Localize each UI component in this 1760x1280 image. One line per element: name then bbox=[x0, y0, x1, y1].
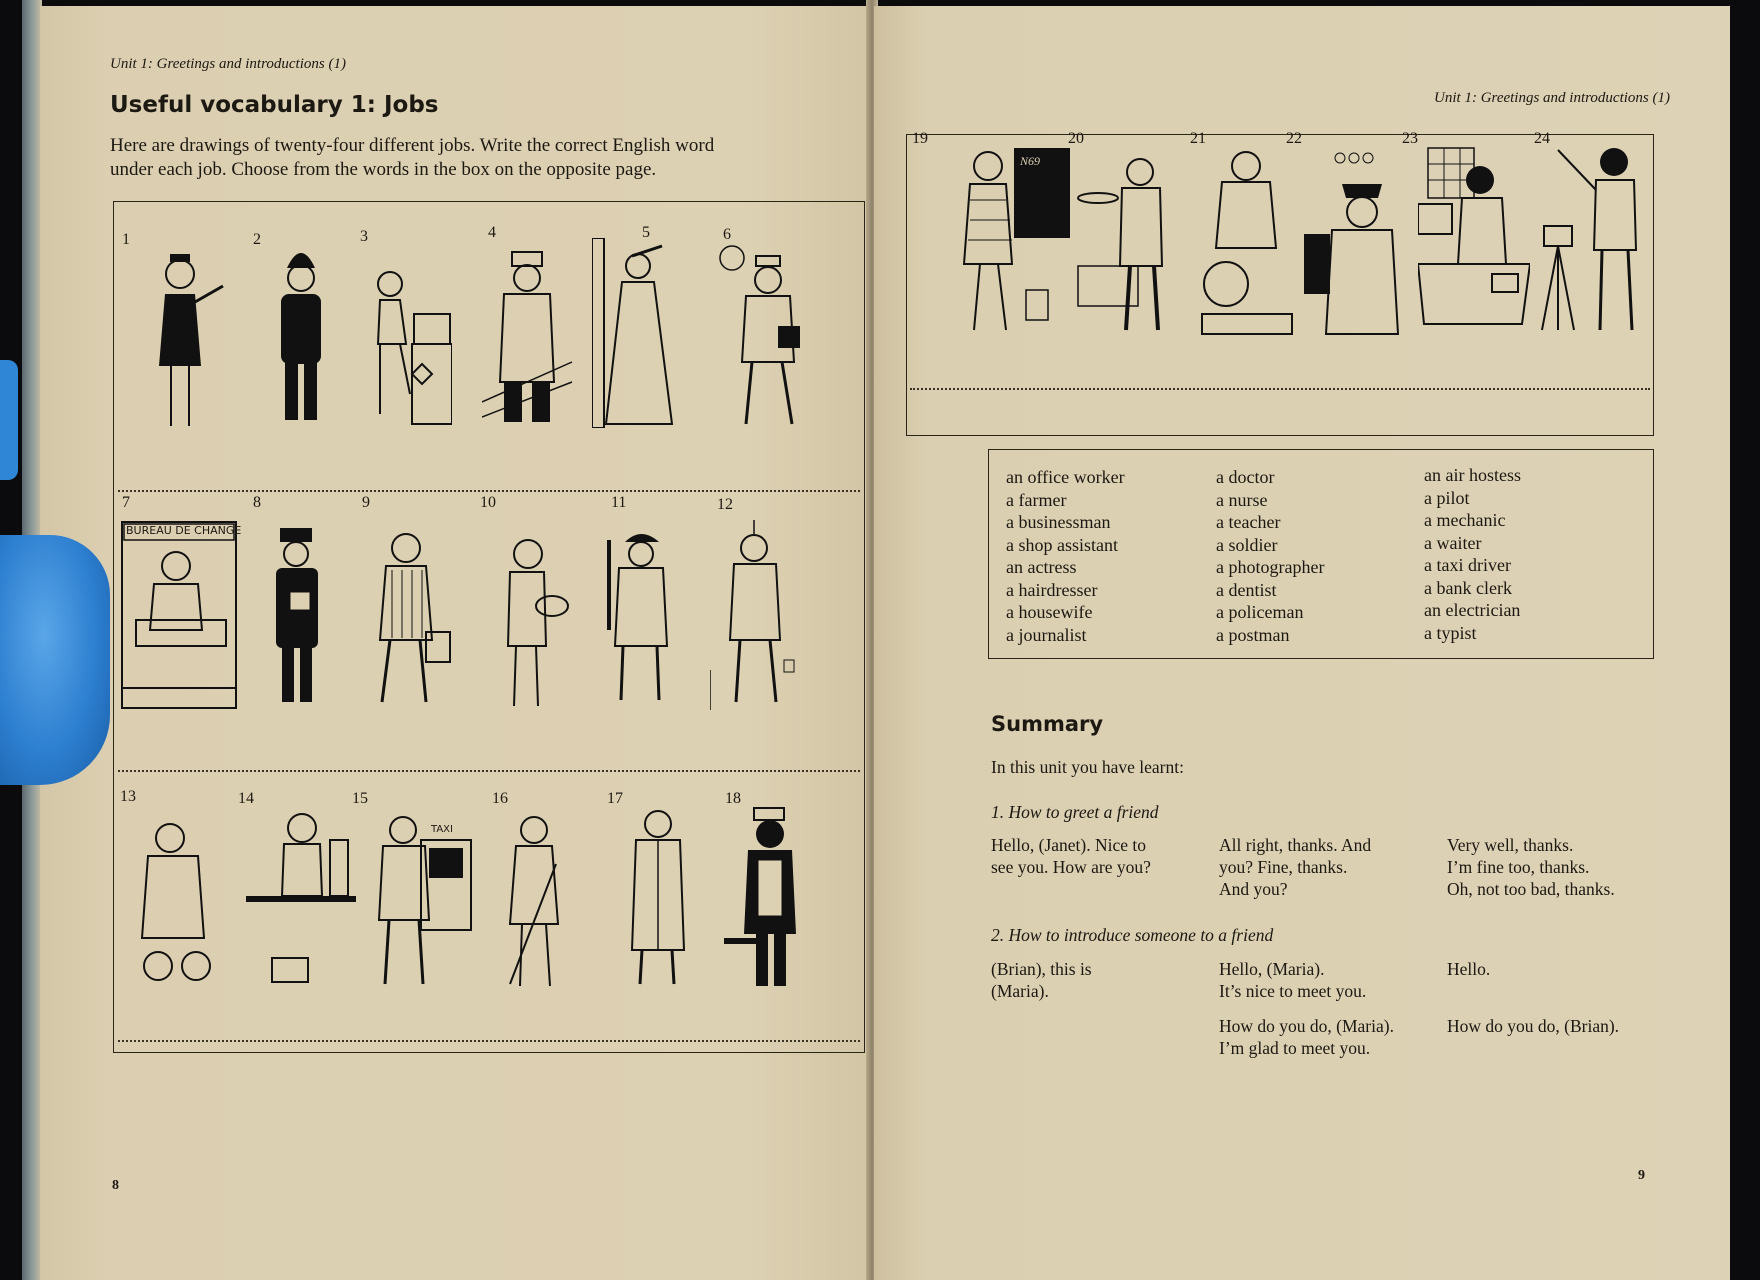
word-item: a waiter bbox=[1424, 532, 1482, 553]
picture-number: 8 bbox=[253, 494, 261, 511]
intro-phrase-d bbox=[1219, 1015, 1394, 1059]
illustration-mechanic bbox=[128, 798, 220, 988]
illustration-dentist bbox=[1192, 144, 1300, 340]
word-item: an air hostess bbox=[1424, 465, 1521, 485]
picture-number: 3 bbox=[360, 228, 368, 245]
word-item: a mechanic bbox=[1424, 510, 1506, 530]
word-item: a shop assistant bbox=[1006, 534, 1118, 555]
right-page bbox=[874, 6, 1730, 1280]
intro-phrase-c bbox=[1447, 958, 1490, 980]
answer-line-row-4 bbox=[910, 388, 1650, 390]
picture-number: 9 bbox=[362, 494, 370, 511]
taxi-sign: TAXI bbox=[431, 824, 453, 835]
picture-number: 20 bbox=[1068, 130, 1084, 147]
illustration-taxi-driver bbox=[365, 800, 475, 990]
word-item: a teacher bbox=[1216, 512, 1281, 532]
picture-number: 17 bbox=[607, 790, 623, 807]
phrase-line: I’m fine too, thanks. bbox=[1447, 857, 1590, 877]
picture-number: 19 bbox=[912, 130, 928, 147]
page-number-right: 9 bbox=[1638, 1168, 1645, 1183]
word-item: a doctor bbox=[1216, 467, 1275, 487]
left-page bbox=[40, 6, 872, 1280]
illustration-pilot bbox=[1302, 144, 1412, 340]
picture-number: 6 bbox=[723, 226, 731, 243]
intro-phrase-b bbox=[1219, 958, 1366, 1002]
intro-phrase-e bbox=[1447, 1015, 1619, 1037]
word-item: a typist bbox=[1424, 622, 1477, 643]
illustration-nurse bbox=[724, 804, 816, 994]
illustration-journalist bbox=[716, 242, 808, 432]
greeting-phrase-c bbox=[1447, 834, 1615, 900]
illustration-businessman bbox=[362, 520, 454, 710]
phrase-line: I’m glad to meet you. bbox=[1219, 1038, 1371, 1058]
phrase-line: Hello, (Janet). Nice to bbox=[991, 835, 1147, 855]
word-item: a hairdresser bbox=[1006, 579, 1098, 600]
illustration-photographer bbox=[1538, 140, 1648, 340]
illustration-farmer bbox=[482, 242, 574, 432]
word-item: a taxi driver bbox=[1424, 555, 1511, 575]
summary-heading: Summary bbox=[991, 712, 1104, 736]
picture-number: 2 bbox=[253, 231, 261, 248]
answer-line-row-3 bbox=[118, 1040, 860, 1042]
word-item: an electrician bbox=[1424, 600, 1521, 620]
answer-line-row-2 bbox=[118, 770, 860, 772]
phrase-line: How do you do, (Brian). bbox=[1447, 1016, 1620, 1036]
word-item: a postman bbox=[1216, 624, 1290, 645]
picture-number: 22 bbox=[1286, 130, 1302, 147]
picture-number: 16 bbox=[492, 790, 508, 807]
word-item: an office worker bbox=[1006, 467, 1125, 487]
picture-number: 10 bbox=[480, 494, 496, 511]
word-item: a policeman bbox=[1216, 602, 1304, 622]
illustration-hairdresser bbox=[480, 526, 572, 716]
bureau-de-change-sign: BUREAU DE CHANGE bbox=[126, 524, 242, 537]
illustration-air-hostess bbox=[135, 246, 227, 436]
picture-number: 7 bbox=[122, 494, 130, 511]
word-item: a housewife bbox=[1006, 602, 1093, 622]
illustration-soldier bbox=[595, 520, 687, 710]
glove-fingertip bbox=[0, 360, 18, 480]
blue-glove bbox=[0, 535, 110, 785]
phrase-line: Hello, (Maria). bbox=[1219, 959, 1325, 979]
picture-number: 15 bbox=[352, 790, 368, 807]
illustration-postman bbox=[250, 520, 342, 710]
illustration-shop-assistant bbox=[246, 800, 356, 990]
illustration-typist bbox=[360, 244, 452, 434]
word-item: a farmer bbox=[1006, 489, 1067, 510]
word-column-2 bbox=[1216, 466, 1324, 646]
word-item: a dentist bbox=[1216, 579, 1277, 600]
greeting-phrase-a bbox=[991, 834, 1151, 878]
phrase-line: Hello. bbox=[1447, 959, 1491, 979]
picture-number: 1 bbox=[122, 231, 130, 248]
phrase-line: Very well, thanks. bbox=[1447, 835, 1574, 855]
illustration-waiter bbox=[1074, 146, 1184, 336]
blackboard-text: N69 bbox=[1020, 154, 1041, 168]
page-title: Useful vocabulary 1: Jobs bbox=[110, 92, 439, 118]
picture-number: 14 bbox=[238, 790, 254, 807]
phrase-line: And you? bbox=[1219, 879, 1288, 899]
phrase-line: see you. How are you? bbox=[991, 857, 1151, 877]
word-item: an actress bbox=[1006, 557, 1077, 577]
answer-line-row-1 bbox=[118, 490, 860, 492]
phrase-line: (Maria). bbox=[991, 981, 1049, 1001]
illustration-teacher bbox=[954, 140, 1074, 336]
picture-number: 23 bbox=[1402, 130, 1418, 147]
word-item: a journalist bbox=[1006, 624, 1087, 645]
section-1-title: 1. How to greet a friend bbox=[991, 802, 1159, 822]
picture-number: 21 bbox=[1190, 130, 1206, 147]
section-2-title: 2. How to introduce someone to a friend bbox=[991, 925, 1274, 945]
phrase-line: (Brian), this is bbox=[991, 959, 1092, 979]
picture-number: 13 bbox=[120, 788, 136, 805]
word-item: a pilot bbox=[1424, 487, 1470, 508]
running-head-right: Unit 1: Greetings and introductions (1) bbox=[1434, 90, 1670, 106]
picture-number: 12 bbox=[717, 496, 733, 513]
illustration-office-worker bbox=[1418, 144, 1530, 340]
illustration-bank-clerk bbox=[120, 520, 242, 710]
summary-lead: In this unit you have learnt: bbox=[991, 757, 1184, 777]
word-item: a businessman bbox=[1006, 512, 1111, 532]
picture-number: 5 bbox=[642, 224, 650, 241]
word-item: a nurse bbox=[1216, 489, 1268, 510]
phrase-line: It’s nice to meet you. bbox=[1219, 981, 1367, 1001]
greeting-phrase-b bbox=[1219, 834, 1371, 900]
picture-number: 18 bbox=[725, 790, 741, 807]
picture-number: 24 bbox=[1534, 130, 1550, 147]
phrase-line: How do you do, (Maria). bbox=[1219, 1016, 1394, 1036]
word-item: a bank clerk bbox=[1424, 577, 1512, 598]
phrase-line: Oh, not too bad, thanks. bbox=[1447, 879, 1615, 899]
word-column-1 bbox=[1006, 466, 1125, 646]
illustration-housewife bbox=[490, 804, 582, 994]
picture-number: 4 bbox=[488, 224, 496, 241]
illustration-policeman bbox=[255, 238, 347, 428]
phrase-line: you? Fine, thanks. bbox=[1219, 857, 1348, 877]
intro-line-1: Here are drawings of twenty-four different jobs. Write the correct English word bbox=[110, 135, 715, 156]
picture-number: 11 bbox=[611, 494, 627, 511]
intro-phrase-a bbox=[991, 958, 1092, 1002]
illustration-actress bbox=[592, 238, 684, 428]
word-item: a photographer bbox=[1216, 557, 1325, 577]
intro-text bbox=[110, 134, 714, 182]
page-number-left: 8 bbox=[112, 1178, 119, 1193]
illustration-doctor bbox=[608, 800, 700, 990]
word-item: a soldier bbox=[1216, 534, 1278, 555]
running-head-left: Unit 1: Greetings and introductions (1) bbox=[110, 56, 346, 72]
phrase-line: All right, thanks. And bbox=[1219, 835, 1372, 855]
word-column-3 bbox=[1424, 464, 1521, 644]
intro-line-2: under each job. Choose from the words in the box on the opposite page. bbox=[110, 159, 657, 180]
illustration-electrician bbox=[710, 520, 802, 710]
